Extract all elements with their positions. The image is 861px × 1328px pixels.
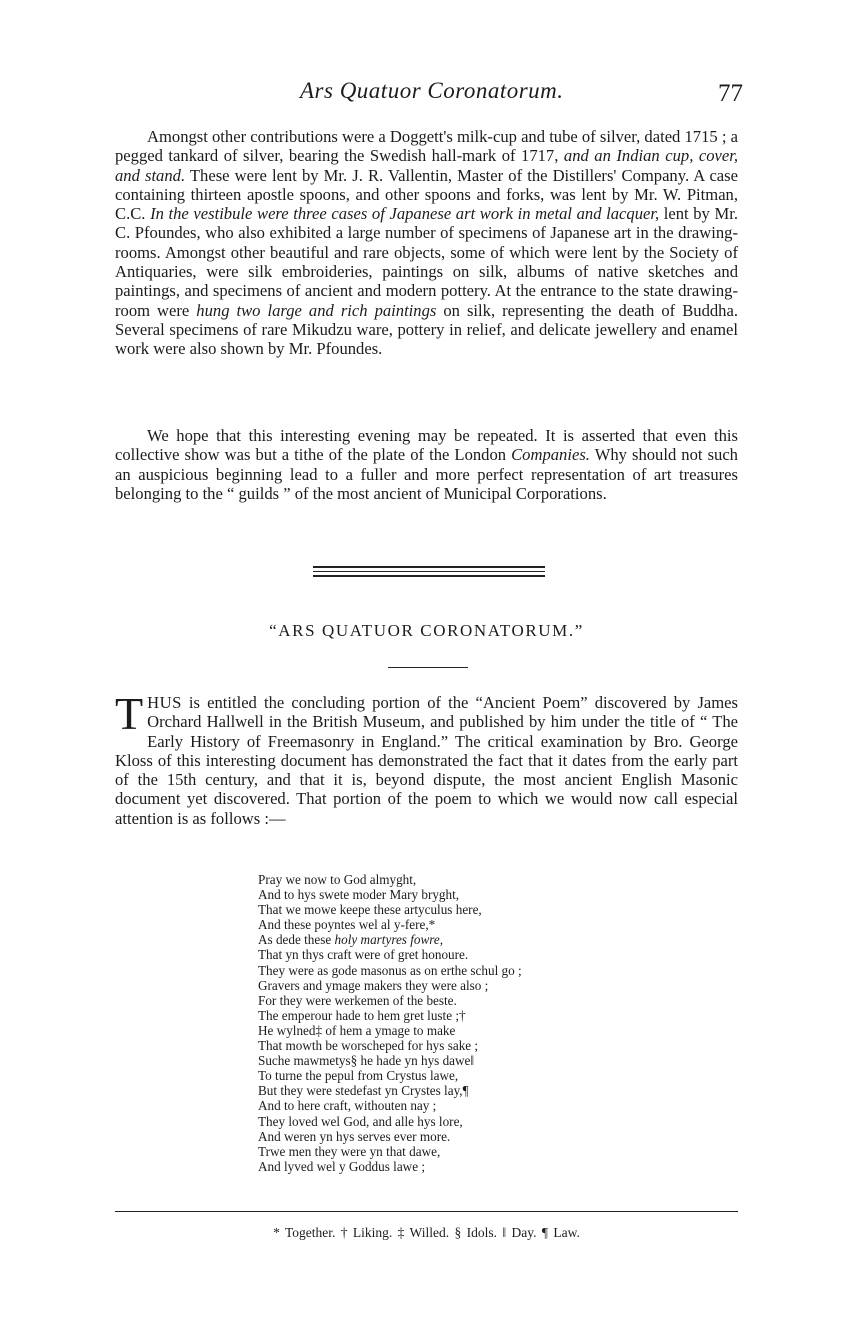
section-divider <box>313 566 545 580</box>
paragraph-italic: Companies. <box>511 445 590 465</box>
poem-line <box>258 947 638 962</box>
poem-line <box>258 1129 638 1144</box>
poem-line <box>258 1159 638 1174</box>
poem-line-text: That we mowe keepe these artyculus here, <box>258 902 482 918</box>
poem-line-text: He wylned‡ of hem a ymage to make <box>258 1022 456 1038</box>
poem-line-text: And to hys swete moder Mary bryght, <box>258 887 460 903</box>
poem-line <box>258 963 638 978</box>
poem-line <box>258 1098 638 1113</box>
paragraph-text: on silk, representing the death of Buddha. Several specimens of rare Mikudzu ware, pottery in relief, and delicate jewellery and enamel work were also shown by Mr. Pfoundes. <box>115 300 738 359</box>
paragraph-italic: hung two large and rich paintings <box>196 300 437 320</box>
paragraph-text: is entitled the concluding portion of the “Ancient Poem” discovered by James Orchard Hallwell in the British Museum, and published by him under the title of “ The Early History of Freemasonry in England.” The critical examination by Bro. George Kloss of this interesting document has demonstrated the fact that it dates from the early part of the 15th century, and that it is, beyond dispute, the most ancient English Masonic document yet discovered. That portion of the poem to which we would now call especial attention is as follows :— <box>115 693 738 828</box>
poem-line-text: The emperour hade to hem gret luste ;† <box>258 1007 466 1023</box>
paragraph-text: We hope that this interesting evening may be repeated. It is asserted that even this collective show was but a tithe of the plate of the London <box>115 426 738 465</box>
page-number: 77 <box>718 80 743 107</box>
paragraph-italic: and an Indian cup, cover, and stand. <box>115 146 739 185</box>
poem-line <box>258 993 638 1008</box>
poem-line-text: To turne the pepul from Crystus lawe, <box>258 1068 459 1084</box>
poem-line-text: And weren yn hys serves ever more. <box>258 1128 451 1144</box>
divider-rule <box>313 571 545 572</box>
paragraph-text: Why should not such an auspicious beginning lead to a fuller and more perfect representation of art treasures belonging to the “ guilds ” of the most ancient of Municipal Corporations. <box>115 445 738 503</box>
lead-in-caps: HUS <box>147 693 182 712</box>
poem-line-text: As dede these <box>258 932 335 948</box>
poem-line <box>258 978 638 993</box>
poem-line <box>258 1114 638 1129</box>
paragraph-italic: In the vestibule were three cases of Japanese art work in metal and lacquer, <box>150 204 660 224</box>
poem-line-text: Gravers and ymage makers they were also ; <box>258 977 489 993</box>
drop-cap: T <box>115 688 144 739</box>
poem-line <box>258 1023 638 1038</box>
poem-line-text: But they were stedefast yn Crystes lay,¶ <box>258 1083 469 1099</box>
poem-line <box>258 872 638 887</box>
poem-line-text: And lyved wel y Goddus lawe ; <box>258 1158 426 1174</box>
poem-line <box>258 1144 638 1159</box>
footnotes: * Together. † Liking. ‡ Willed. § Idols. ‖ Day. ¶ Law. <box>273 1225 580 1240</box>
poem-excerpt <box>258 872 638 1174</box>
poem-line <box>258 902 638 917</box>
poem-line <box>258 1083 638 1098</box>
paragraph-hope <box>115 426 738 503</box>
poem-line-text: And these poyntes wel al y-fere,* <box>258 917 436 933</box>
poem-line-text: That yn thys craft were of gret honoure. <box>258 947 469 963</box>
title-underline-rule <box>388 667 468 668</box>
poem-line <box>258 1038 638 1053</box>
paragraph-exhibits <box>115 127 738 359</box>
footnote-rule <box>115 1211 738 1212</box>
paragraph-text: lent by Mr. C. Pfoundes, who also exhibited a large number of specimens of Japanese art in the drawing-rooms. Amongst other beautiful and rare objects, some of which were lent by the Society of Antiquaries, were silk embroideries, paintings on silk, albums of native sketches and paintings, and specimens of ancient and modern pottery. At the entrance to the state drawing-room were <box>115 204 738 320</box>
poem-line-text: Suche mawmetys§ he hade yn hys dawe‖ <box>258 1053 475 1069</box>
divider-rule <box>313 575 545 577</box>
poem-line <box>258 1008 638 1023</box>
running-title: Ars Quatuor Coronatorum. <box>300 78 564 103</box>
paragraph-introduction <box>115 688 738 828</box>
poem-line <box>258 887 638 902</box>
poem-line-text: Trwe men they were yn that dawe, <box>258 1143 441 1159</box>
poem-line <box>258 1068 638 1083</box>
poem-line-text: Pray we now to God almyght, <box>258 872 417 887</box>
poem-line <box>258 1053 638 1068</box>
poem-line-text: They loved wel God, and alle hys lore, <box>258 1113 463 1129</box>
poem-line-text: That mowth be worscheped for hys sake ; <box>258 1038 479 1054</box>
poem-line-text: They were as gode masonus as on erthe schul go ; <box>258 962 522 978</box>
poem-line <box>258 917 638 932</box>
divider-rule <box>313 566 545 568</box>
paragraph-text: Amongst other contributions were a Doggett's milk-cup and tube of silver, dated 1715 ; a pegged tankard of silver, bearing the Swedish hall-mark of 1717, <box>115 127 738 166</box>
poem-line-italic: holy martyres fowre, <box>334 932 444 948</box>
paragraph-text: These were lent by Mr. J. R. Vallentin, Master of the Distillers' Company. A case containing thirteen apostle spoons, and other spoons and forks, was lent by Mr. W. Pitman, C.C. <box>115 165 738 224</box>
poem-line <box>258 932 638 947</box>
poem-line-text: For they were werkemen of the beste. <box>258 992 457 1008</box>
poem-line-text: And to here craft, withouten nay ; <box>258 1098 437 1114</box>
section-title: “ARS QUATUOR CORONATORUM.” <box>269 621 584 640</box>
